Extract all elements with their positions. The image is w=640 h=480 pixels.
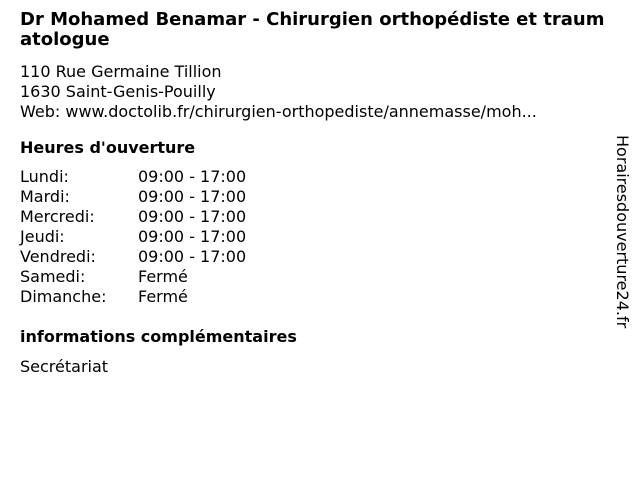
- day-label: Samedi:: [20, 267, 86, 286]
- time-value: Fermé: [138, 267, 188, 286]
- hours-row-saturday: [20, 267, 610, 287]
- hours-row-wednesday: [20, 207, 610, 227]
- business-card: [20, 10, 610, 377]
- website-link[interactable]: Web: www.doctolib.fr/chirurgien-orthopediste/annemasse/moh...: [20, 102, 537, 121]
- info-heading: informations complémentaires: [20, 327, 297, 346]
- time-value: Fermé: [138, 287, 188, 306]
- hours-row-thursday: [20, 227, 610, 247]
- info-text: Secrétariat: [20, 357, 109, 376]
- time-value: 09:00 - 17:00: [138, 227, 247, 246]
- hours-heading: Heures d'ouverture: [20, 138, 196, 157]
- watermark-text: Horairesdouverture24.fr: [613, 135, 632, 329]
- day-label: Mercredi:: [20, 207, 95, 226]
- day-label: Jeudi:: [20, 227, 65, 246]
- hours-row-friday: [20, 247, 610, 267]
- hours-table: [20, 167, 610, 307]
- page-title: Dr Mohamed Benamar - Chirurgien orthopédiste et traumatologue: [20, 9, 605, 50]
- hours-row-sunday: [20, 287, 610, 307]
- time-value: 09:00 - 17:00: [138, 207, 247, 226]
- hours-row-monday: [20, 167, 610, 187]
- day-label: Dimanche:: [20, 287, 107, 306]
- hours-row-tuesday: [20, 187, 610, 207]
- time-value: 09:00 - 17:00: [138, 167, 247, 186]
- day-label: Lundi:: [20, 167, 69, 186]
- time-value: 09:00 - 17:00: [138, 187, 247, 206]
- address-city: 1630 Saint-Genis-Pouilly: [20, 82, 216, 101]
- day-label: Vendredi:: [20, 247, 96, 266]
- address-street: 110 Rue Germaine Tillion: [20, 62, 222, 81]
- day-label: Mardi:: [20, 187, 70, 206]
- address-block: [20, 62, 610, 122]
- time-value: 09:00 - 17:00: [138, 247, 247, 266]
- watermark: [612, 135, 632, 345]
